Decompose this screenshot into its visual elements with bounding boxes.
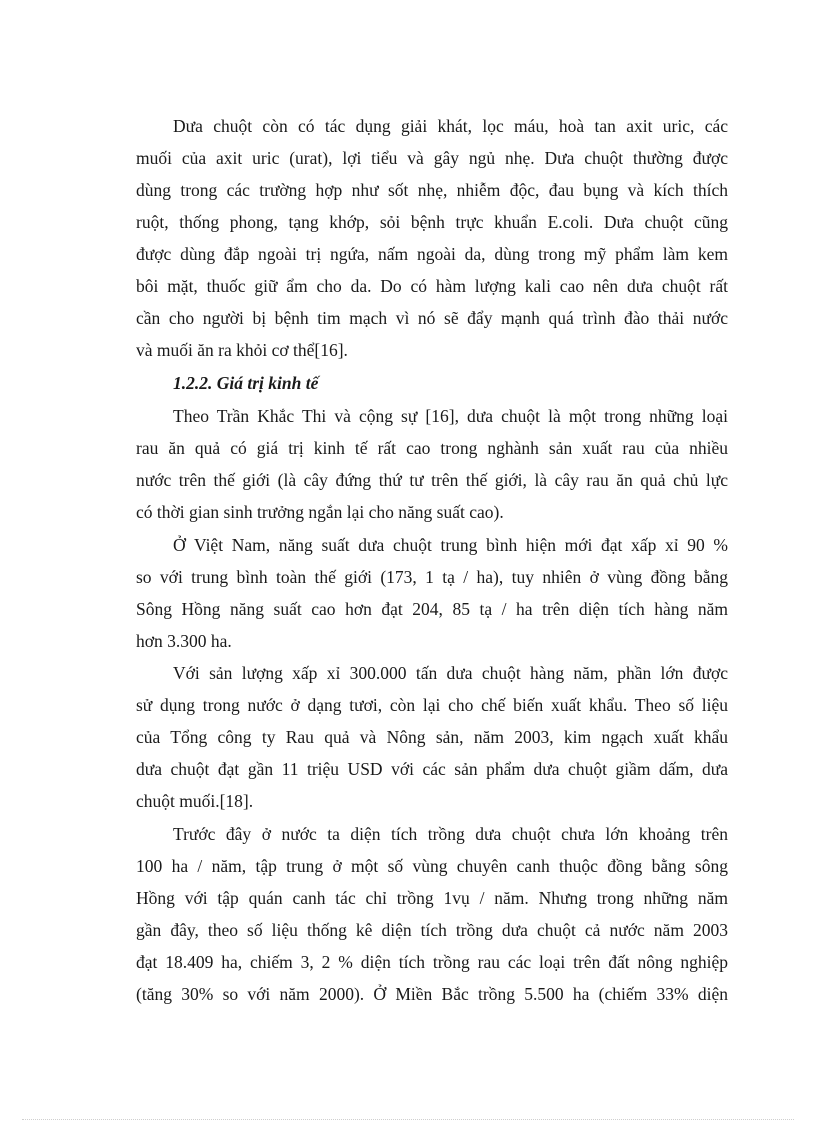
section-heading: 1.2.2. Giá trị kinh tế	[173, 373, 319, 393]
text-line: Theo Trần Khắc Thi và cộng sự [16], dưa chuột là một trong những loại	[173, 406, 728, 426]
text-line: Sông Hồng năng suất cao hơn đạt 204, 85 tạ / ha trên diện tích hàng năm	[136, 599, 728, 619]
text-line: hơn 3.300 ha.	[136, 631, 232, 651]
text-line: có thời gian sinh trưởng ngắn lại cho năng suất cao).	[136, 502, 504, 522]
text-line: gần đây, theo số liệu thống kê diện tích trồng dưa chuột cả nước năm 2003	[136, 920, 728, 940]
text-line: dưa chuột đạt gần 11 triệu USD với các sản phẩm dưa chuột giầm dấm, dưa	[136, 759, 728, 779]
text-line: Dưa chuột còn có tác dụng giải khát, lọc máu, hoà tan axit uric, các	[173, 116, 728, 136]
text-line: ruột, thống phong, tạng khớp, sỏi bệnh trực khuẩn E.coli. Dưa chuột cũng	[136, 212, 728, 232]
text-line: nước trên thế giới (là cây đứng thứ tư trên thế giới, là cây rau ăn quả chủ lực	[136, 470, 728, 490]
text-line: Ở Việt Nam, năng suất dưa chuột trung bình hiện mới đạt xấp xỉ 90 %	[173, 535, 728, 555]
text-line: so với trung bình toàn thế giới (173, 1 tạ / ha), tuy nhiên ở vùng đồng bằng	[136, 567, 728, 587]
text-line: Trước đây ở nước ta diện tích trồng dưa chuột chưa lớn khoảng trên	[173, 824, 728, 844]
page-bottom-rule	[22, 1119, 794, 1120]
text-line: rau ăn quả có giá trị kinh tế rất cao trong nghành sản xuất rau của nhiều	[136, 438, 728, 458]
text-line: (tăng 30% so với năm 2000). Ở Miền Bắc trồng 5.500 ha (chiếm 33% diện	[136, 984, 728, 1004]
text-line: bôi mặt, thuốc giữ ẩm cho da. Do có hàm lượng kali cao nên dưa chuột rất	[136, 276, 728, 296]
text-line: muối của axit uric (urat), lợi tiểu và gây ngủ nhẹ. Dưa chuột thường được	[136, 148, 728, 168]
text-line: và muối ăn ra khỏi cơ thể[16].	[136, 340, 348, 360]
text-line: chuột muối.[18].	[136, 791, 254, 811]
text-line: được dùng đắp ngoài trị ngứa, nấm ngoài da, dùng trong mỹ phẩm làm kem	[136, 244, 728, 264]
text-line: dùng trong các trường hợp như sốt nhẹ, nhiễm độc, đau bụng và kích thích	[136, 180, 728, 200]
text-line: sử dụng trong nước ở dạng tươi, còn lại cho chế biến xuất khẩu. Theo số liệu	[136, 695, 728, 715]
text-line: đạt 18.409 ha, chiếm 3, 2 % diện tích trồng rau các loại trên đất nông nghiệp	[136, 952, 728, 972]
text-line: 100 ha / năm, tập trung ở một số vùng chuyên canh thuộc đồng bằng sông	[136, 856, 728, 876]
text-line: của Tổng công ty Rau quả và Nông sản, năm 2003, kim ngạch xuất khẩu	[136, 727, 728, 747]
text-line: Hồng với tập quán canh tác chỉ trồng 1vụ / năm. Nhưng trong những năm	[136, 888, 728, 908]
text-line: Với sản lượng xấp xỉ 300.000 tấn dưa chuột hàng năm, phần lớn được	[173, 663, 728, 683]
text-line: cần cho người bị bệnh tim mạch vì nó sẽ đẩy mạnh quá trình đào thải nước	[136, 308, 728, 328]
